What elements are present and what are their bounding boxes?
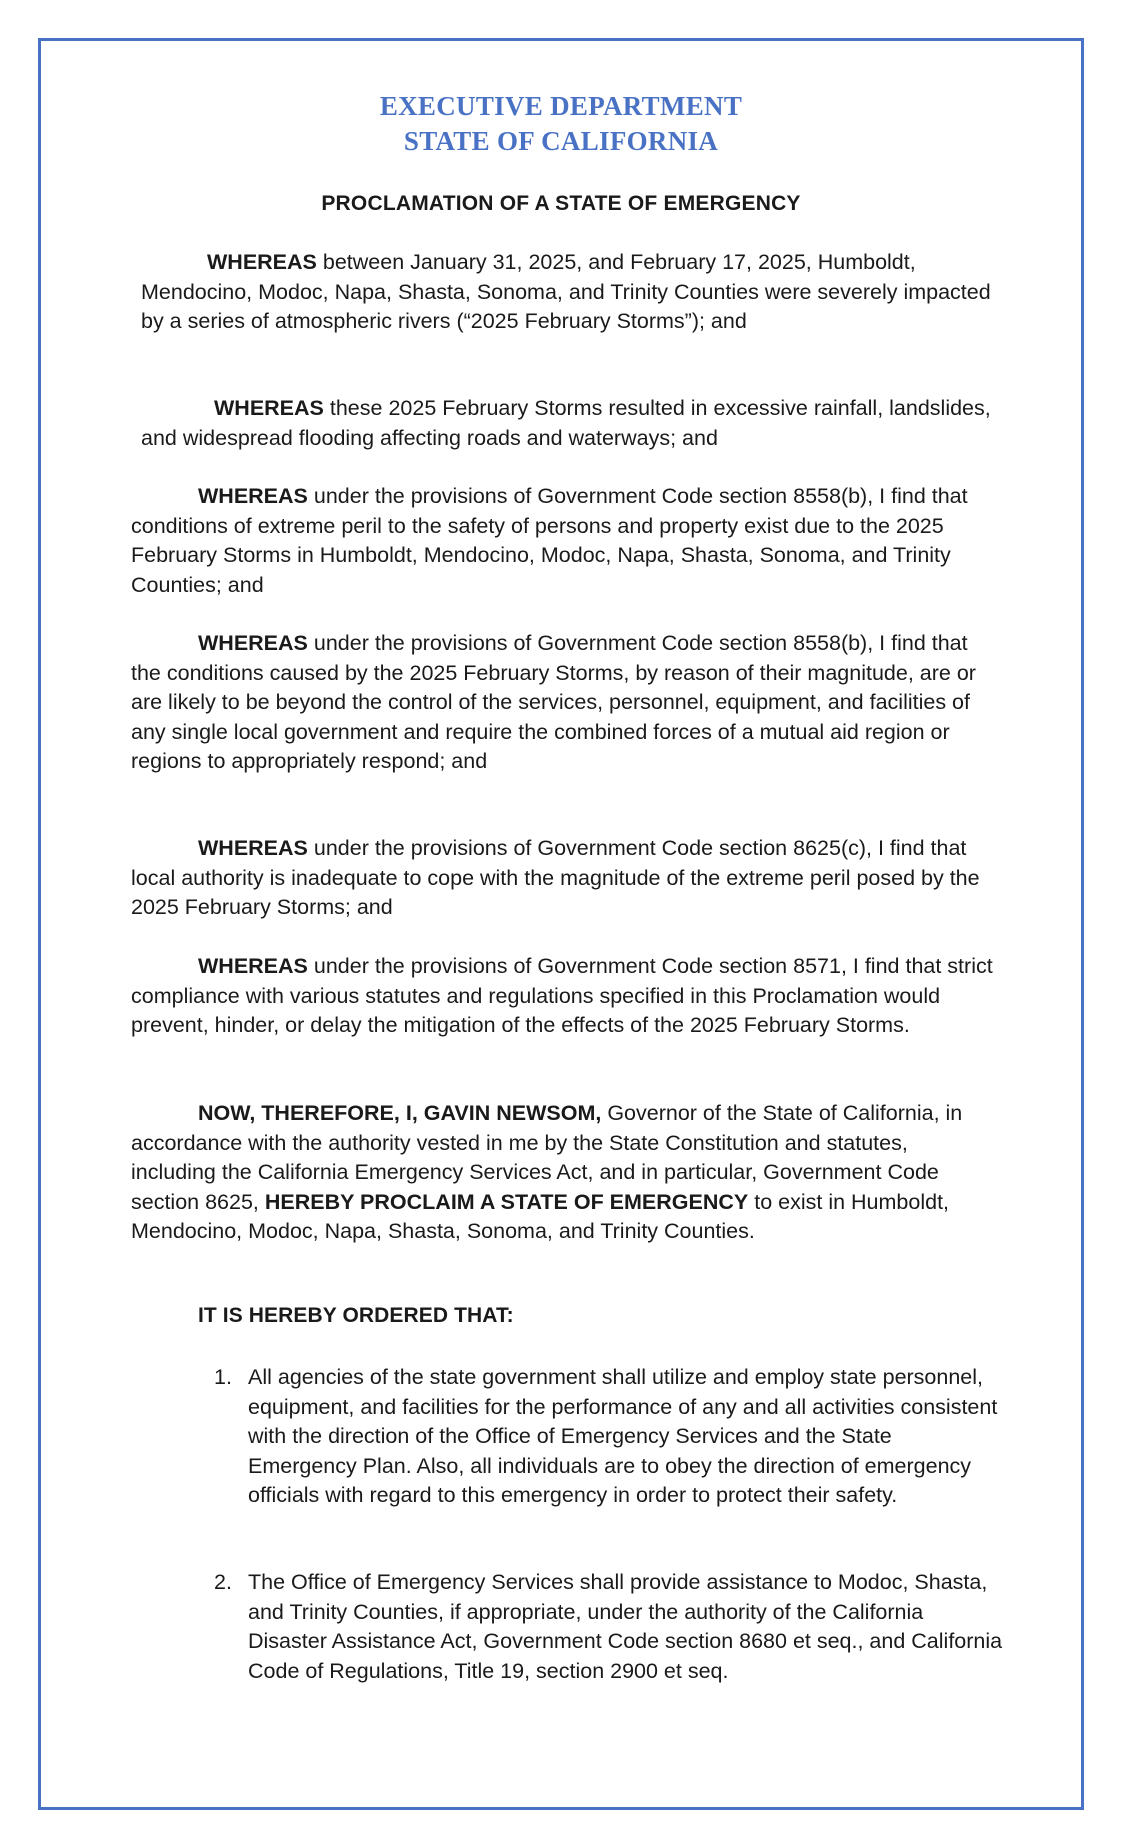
whereas-text: these 2025 February Storms resulted in excessive rainfall, landslides, and widespread flooding affecting roads and waterways; and — [141, 396, 991, 450]
whereas-text: between January 31, 2025, and February 17, 2025, Humboldt, Mendocino, Modoc, Napa, Shasta, Sonoma, and Trinity Counties were severely impacted by a series of atmospheric rivers (“2025 February Storms”); and — [141, 250, 991, 333]
whereas-text: under the provisions of Government Code section 8558(b), I find that conditions of extreme peril to the safety of persons and property exist due to the 2025 February Storms in Humboldt, Mendocino, Modoc, Napa, Shasta, Sonoma, and Trinity Counties; and — [131, 484, 968, 597]
proclaim-statement: HEREBY PROCLAIM A STATE OF EMERGENCY — [264, 1189, 749, 1214]
order-item-1 — [214, 1363, 1004, 1511]
now-therefore-paragraph — [131, 1099, 993, 1247]
order-text: The Office of Emergency Services shall provide assistance to Modoc, Shasta, and Trinity Counties, if appropriate, under the authority of the California Disaster Assistance Act, Government Code section 8680 et seq., and California Code of Regulations, Title 19, section 2900 et seq. — [248, 1570, 1003, 1683]
now-therefore-text-b: to exist in Humboldt, Mendocino, Modoc, Napa, Shasta, Sonoma, and Trinity Counties. — [131, 1189, 950, 1243]
order-number: 1. — [214, 1365, 232, 1389]
whereas-paragraph-1 — [141, 248, 996, 337]
whereas-label: WHEREAS — [198, 836, 308, 860]
whereas-label: WHEREAS — [214, 396, 324, 420]
state-heading: STATE OF CALIFORNIA — [403, 126, 719, 156]
whereas-text: under the provisions of Government Code section 8558(b), I find that the conditions caused by the 2025 February Storms, by reason of their magnitude, are or are likely to be beyond the control of the services, personnel, equipment, and facilities of any single local government and require the combined forces of a mutual aid region or regions to appropriately respond; and — [131, 631, 976, 773]
whereas-label: WHEREAS — [198, 631, 308, 655]
whereas-label: WHEREAS — [207, 250, 317, 274]
now-therefore-text-a: Governor of the State of California, in accordance with the authority vested in me by the State Constitution and statutes, including the California Emergency Services Act, and in particular, Government Code section 8625, — [131, 1101, 963, 1214]
order-text: All agencies of the state government shall utilize and employ state personnel, equipment, and facilities for the performance of any and all activities consistent with the direction of the Office of Emergency Services and the State Emergency Plan. Also, all individuals are to obey the direction of emergency officials with regard to this emergency in order to protect their safety. — [248, 1365, 998, 1507]
whereas-paragraph-5 — [131, 834, 993, 923]
order-item-2 — [214, 1568, 1004, 1686]
ordered-heading: IT IS HEREBY ORDERED THAT: — [198, 1304, 514, 1327]
whereas-paragraph-6 — [131, 952, 993, 1041]
whereas-paragraph-2 — [141, 394, 996, 453]
whereas-text: under the provisions of Government Code section 8625(c), I find that local authority is inadequate to cope with the magnitude of the extreme peril posed by the 2025 February Storms; and — [131, 836, 980, 919]
whereas-paragraph-3 — [131, 482, 993, 600]
department-heading: EXECUTIVE DEPARTMENT — [379, 91, 743, 121]
whereas-text: under the provisions of Government Code section 8571, I find that strict compliance with various statutes and regulations specified in this Proclamation would prevent, hinder, or delay the mitigation of the effects of the 2025 February Storms. — [131, 954, 993, 1037]
order-number: 2. — [214, 1570, 232, 1594]
whereas-label: WHEREAS — [198, 954, 308, 978]
now-therefore-label: NOW, THEREFORE, I, GAVIN NEWSOM, — [198, 1101, 602, 1125]
proclamation-title: PROCLAMATION OF A STATE OF EMERGENCY — [321, 192, 801, 215]
whereas-paragraph-4 — [131, 629, 993, 777]
whereas-label: WHEREAS — [198, 484, 308, 508]
